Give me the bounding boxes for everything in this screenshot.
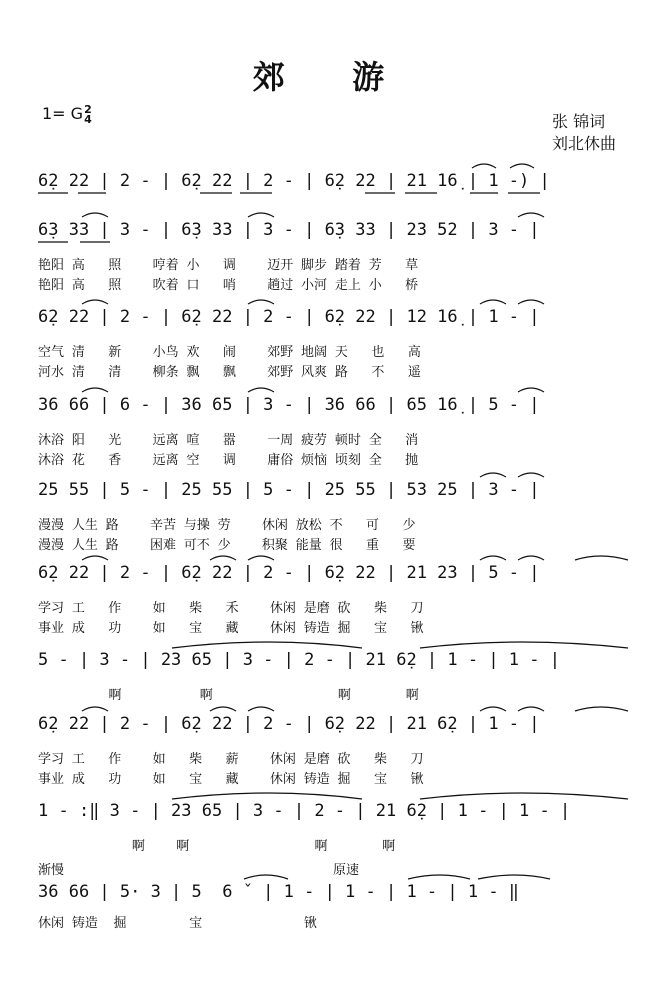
lyric-verse-2: 事业 成 功 如 宝 藏 休闲 铸造 掘 宝 锹 — [38, 621, 424, 636]
tempo-resume-mark: 原速 — [333, 863, 360, 878]
lyric-verse-1: 空气 清 新 小鸟 欢 闹 郊野 地阔 天 也 高 — [38, 345, 421, 360]
lyric-vocalise: 啊 啊 啊 啊 — [38, 688, 419, 703]
lyric-verse-1: 艳阳 高 照 哼着 小 调 迈开 脚步 踏着 芳 草 — [38, 258, 419, 273]
tempo-slow-mark: 渐慢 — [38, 863, 65, 878]
notes-line: 36 66 | 6 - | 36 65 | 3 - | 36 66 | 65 16̣ | 5 - | — [38, 395, 540, 415]
lyric-verse-1: 学习 工 作 如 柴 禾 休闲 是磨 砍 柴 刀 — [38, 601, 424, 616]
time-signature: 2 4 — [84, 102, 92, 126]
notes-line: 36 66 | 5· 3 | 5 6 ˇ | 1 - | 1 - | 1 - | 1 - ‖ — [38, 882, 520, 902]
lyric-verse-2: 漫漫 人生 路 困难 可不 少 积聚 能量 很 重 要 — [38, 538, 416, 553]
key-label: 1= G — [42, 104, 84, 123]
notes-line: 6̣2 22 | 2 - | 6̣2 22 | 2 - | 6̣2 22 | 12 16̣ | 1 - | — [38, 307, 540, 327]
notes-line: 6̣2 22 | 2 - | 6̣2 22 | 2 - | 6̣2 22 | 21 16̣ | 1 -) | — [38, 171, 550, 191]
lyric-verse-2: 艳阳 高 照 吹着 口 哨 趟过 小河 走上 小 桥 — [38, 278, 419, 293]
lyric-verse-1: 学习 工 作 如 柴 薪 休闲 是磨 砍 柴 刀 — [38, 752, 424, 767]
notes-line: 1 - :‖ 3 - | 23 65 | 3 - | 2 - | 21 6̣2 | 1 - | 1 - | — [38, 801, 571, 821]
notes-line: 6̣3 33 | 3 - | 6̣3 33 | 3 - | 6̣3 33 | 23 52 | 3 - | — [38, 220, 540, 240]
lyricist-credit: 张 锦词 — [552, 112, 606, 131]
composer-credit: 刘北休曲 — [552, 134, 617, 153]
song-title: 郊 游 — [252, 58, 413, 96]
notes-line: 6̣2 22 | 2 - | 6̣2 22 | 2 - | 6̣2 22 | 21 6̣2 | 1 - | — [38, 714, 540, 734]
lyric-verse-2: 河水 清 清 柳条 飘 飘 郊野 风爽 路 不 遥 — [38, 365, 421, 380]
notes-line: 25 55 | 5 - | 25 55 | 5 - | 25 55 | 53 25 | 3 - | — [38, 480, 540, 500]
lyric-final: 休闲 铸造 掘 宝 锹 — [38, 916, 317, 931]
notes-line: 6̣2 22 | 2 - | 6̣2 22 | 2 - | 6̣2 22 | 21 23 | 5 - | — [38, 563, 540, 583]
lyric-verse-1: 沐浴 阳 光 远离 喧 嚣 一周 疲劳 顿时 全 消 — [38, 433, 419, 448]
lyric-verse-2: 沐浴 花 香 远离 空 调 庸俗 烦恼 顷刻 全 抛 — [38, 453, 419, 468]
notes-line: 5 - | 3 - | 23 65 | 3 - | 2 - | 21 6̣2 | 1 - | 1 - | — [38, 650, 560, 670]
lyric-verse-2: 事业 成 功 如 宝 藏 休闲 铸造 掘 宝 锹 — [38, 772, 424, 787]
lyric-vocalise: 啊 啊 啊 啊 — [38, 839, 396, 854]
lyric-verse-1: 漫漫 人生 路 辛苦 与操 劳 休闲 放松 不 可 少 — [38, 518, 416, 533]
